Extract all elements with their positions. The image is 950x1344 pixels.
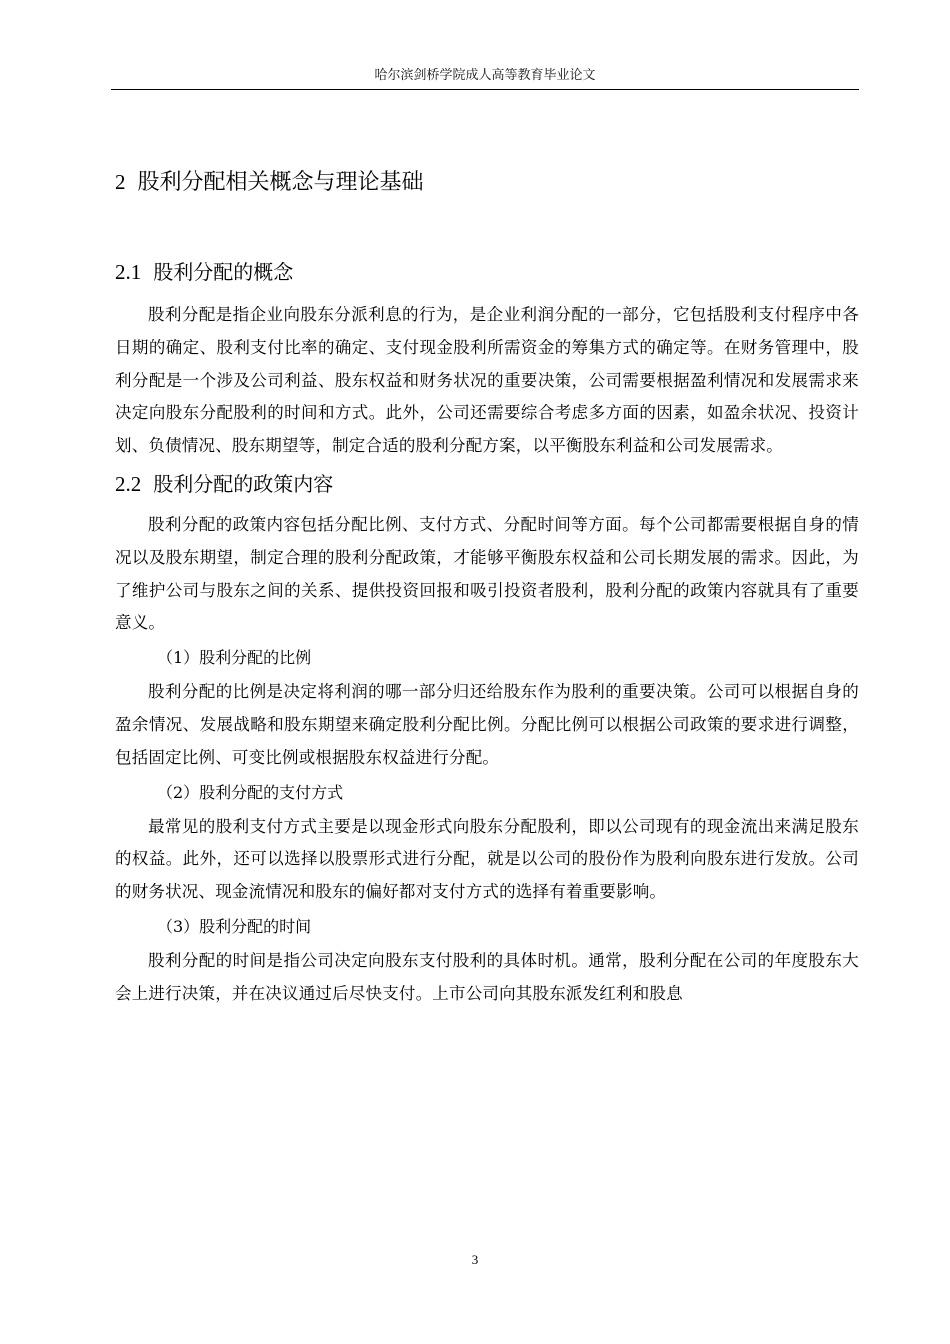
chapter-number: 2 (115, 170, 126, 194)
paragraph: 股利分配的时间是指公司决定向股东支付股利的具体时机。通常，股利分配在公司的年度股东大会上进行决策，并在决议通过后尽快支付。上市公司向其股东派发红利和股息 (115, 950, 859, 1003)
subheading-ratio: （1）股利分配的比例 (157, 648, 312, 668)
paragraph: 股利分配的比例是决定将利润的哪一部分归还给股东作为股利的重要决策。公司可以根据自身的盈余情况、发展战略和股东期望来确定股利分配比例。分配比例可以根据公司政策的要求进行调整，包括固定比例、可变比例或根据股东权益进行分配。 (115, 682, 859, 767)
chapter-title (115, 166, 859, 199)
section-heading-2-1 (115, 257, 859, 287)
page-number: 3 (471, 1252, 479, 1267)
section-number: 2.2 (115, 471, 142, 496)
subheading-payment-method: （2）股利分配的支付方式 (157, 782, 344, 802)
chapter-title-text: 股利分配相关概念与理论基础 (137, 170, 424, 195)
paragraph: 股利分配是指企业向股东分派利息的行为，是企业利润分配的一部分，它包括股利支付程序中各日期的确定、股利支付比率的确定、支付现金股利所需资金的筹集方式的确定等。在财务管理中，股利分配是一个涉及公司利益、股东权益和财务状况的重要决策，公司需要根据盈利情况和发展需求来决定向股东分配股利的时间和方式。此外，公司还需要综合考虑多方面的因素，如盈余状况、投资计划、负债情况、股东期望等，制定合适的股利分配方案，以平衡股东利益和公司发展需求。 (115, 305, 859, 456)
section-title: 股利分配的概念 (153, 260, 294, 284)
paragraph: 股利分配的政策内容包括分配比例、支付方式、分配时间等方面。每个公司都需要根据自身的情况以及股东期望，制定合理的股利分配政策，才能够平衡股东权益和公司长期发展的需求。因此，为了维护公司与股东之间的关系、提供投资回报和吸引投资者股利，股利分配的政策内容就具有了重要意义。 (115, 514, 859, 633)
section-heading-2-2 (115, 469, 859, 499)
section-number: 2.1 (115, 260, 142, 284)
subheading-timing: （3）股利分配的时间 (157, 916, 312, 936)
paragraph: 最常见的股利支付方式主要是以现金形式向股东分配股利，即以公司现有的现金流出来满足股东的权益。此外，还可以选择以股票形式进行分配，就是以公司的股份作为股利向股东进行发放。公司的财务状况、现金流情况和股东的偏好都对支付方式的选择有着重要影响。 (115, 816, 859, 902)
page-body (115, 166, 859, 1011)
section-title: 股利分配的政策内容 (153, 471, 334, 496)
running-header: 哈尔滨剑桥学院成人高等教育毕业论文 (111, 64, 859, 90)
